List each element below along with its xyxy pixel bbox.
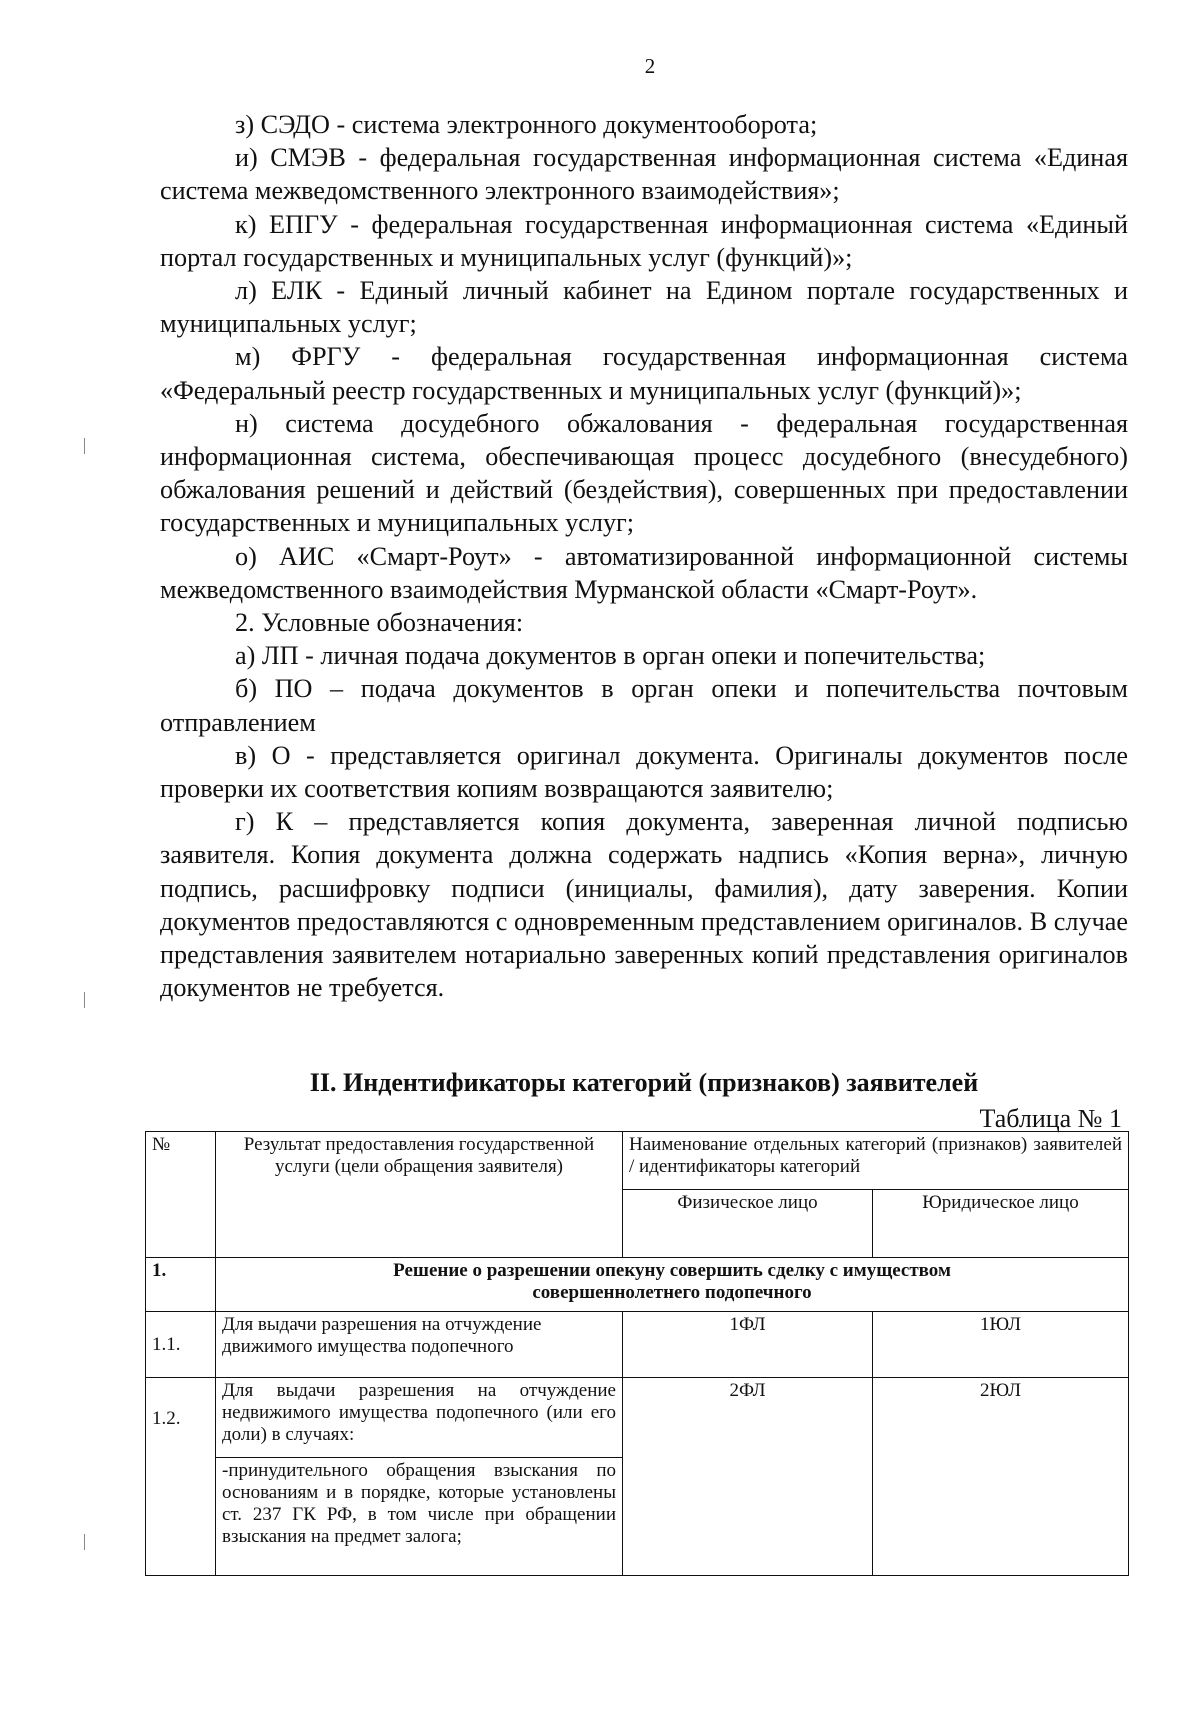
scan-mark <box>84 438 85 454</box>
row-subtext: -принудительного обращения взыскания по основаниям и в порядке, которые установлены ст. 237 ГК РФ, в том числе при обращении взыскания на предмет залога; <box>216 1458 623 1576</box>
section-heading: Решение о разрешении опекуну совершить сделку с имуществом совершеннолетнего подопечного <box>216 1258 1129 1312</box>
paragraph-2: 2. Условные обозначения: <box>235 608 524 638</box>
paragraph-z: з) СЭДО - система электронного документооборота; <box>235 110 818 139</box>
paragraph-i: и) СМЭВ - федеральная государственная информационная система «Единая система межведомственного электронного взаимодействия»; <box>160 143 1128 206</box>
paragraph-k: к) ЕПГУ - федеральная государственная информационная система «Единый портал государственных и муниципальных услуг (функций)»; <box>160 209 1128 272</box>
row-num <box>146 1378 216 1576</box>
header-legal: Юридическое лицо <box>873 1190 1129 1258</box>
row-num-label: 1.2. <box>152 1408 181 1429</box>
header-num: № <box>146 1132 216 1258</box>
table-header-row <box>146 1132 1129 1190</box>
paragraph-m: м) ФРГУ - федеральная государственная информационная система «Федеральный реестр государственных и муниципальных услуг (функций)»; <box>160 342 1128 405</box>
paragraph-o: о) АИС «Смарт-Роут» - автоматизированной информационной системы межведомственного взаимодействия Мурманской области «Смарт-Роут». <box>160 541 1128 604</box>
paragraph-g: г) К – представляется копия документа, заверенная личной подписью заявителя. Копия документа должна содержать надпись «Копия верна», личную подпись, расшифровку подписи (инициалы, фамилия), дату заверения. Копии документов предоставляются с одновременным представлением оригиналов. В случае представления заявителем нотариально заверенных копий представления оригиналов документов не требуется. <box>160 807 1128 1003</box>
row-individual-id: 1ФЛ <box>623 1312 873 1378</box>
section-title: II. Индентификаторы категорий (признаков) заявителей <box>309 1068 979 1097</box>
scan-mark <box>84 1534 85 1550</box>
paragraph-v: в) О - представляется оригинал документа. Оригиналы документов после проверки их соответствия копиям возвращаются заявителю; <box>160 740 1128 804</box>
table-caption: Таблица № 1 <box>979 1104 1122 1133</box>
page-number: 2 <box>644 54 656 78</box>
row-num: 1.1. <box>146 1312 216 1378</box>
row-text: Для выдачи разрешения на отчуждение движимого имущества подопечного <box>216 1312 623 1378</box>
paragraph-b: б) ПО – подача документов в орган опеки и попечительства почтовым отправлением <box>160 674 1128 737</box>
row-legal-id: 2ЮЛ <box>873 1378 1129 1576</box>
row-legal-id: 1ЮЛ <box>873 1312 1129 1378</box>
table-section-row <box>146 1258 1129 1312</box>
paragraph-l: л) ЕЛК - Единый личный кабинет на Едином портале государственных и муниципальных услуг; <box>160 276 1128 339</box>
table-row <box>146 1378 1129 1458</box>
paragraph-n: н) система досудебного обжалования - федеральная государственная информационная система, обеспечивающая процесс досудебного (внесудебного) обжалования решений и действий (бездействия), совершенных при предоставлении государственных и муниципальных услуг; <box>160 408 1128 538</box>
scan-mark <box>84 992 85 1008</box>
section-num: 1. <box>146 1258 216 1312</box>
row-text: Для выдачи разрешения на отчуждение недвижимого имущества подопечного (или его доли) в случаях: <box>216 1378 623 1458</box>
identifiers-table <box>145 1131 1129 1576</box>
row-individual-id: 2ФЛ <box>623 1378 873 1576</box>
header-result: Результат предоставления государственной услуги (цели обращения заявителя) <box>216 1132 623 1258</box>
paragraph-a: а) ЛП - личная подача документов в орган опеки и попечительства; <box>235 641 986 671</box>
header-individual: Физическое лицо <box>623 1190 873 1258</box>
header-categories: Наименование отдельных категорий (признаков) заявителей / идентификаторы категорий <box>623 1132 1129 1190</box>
body-text <box>160 108 1128 1004</box>
table-row <box>146 1312 1129 1378</box>
